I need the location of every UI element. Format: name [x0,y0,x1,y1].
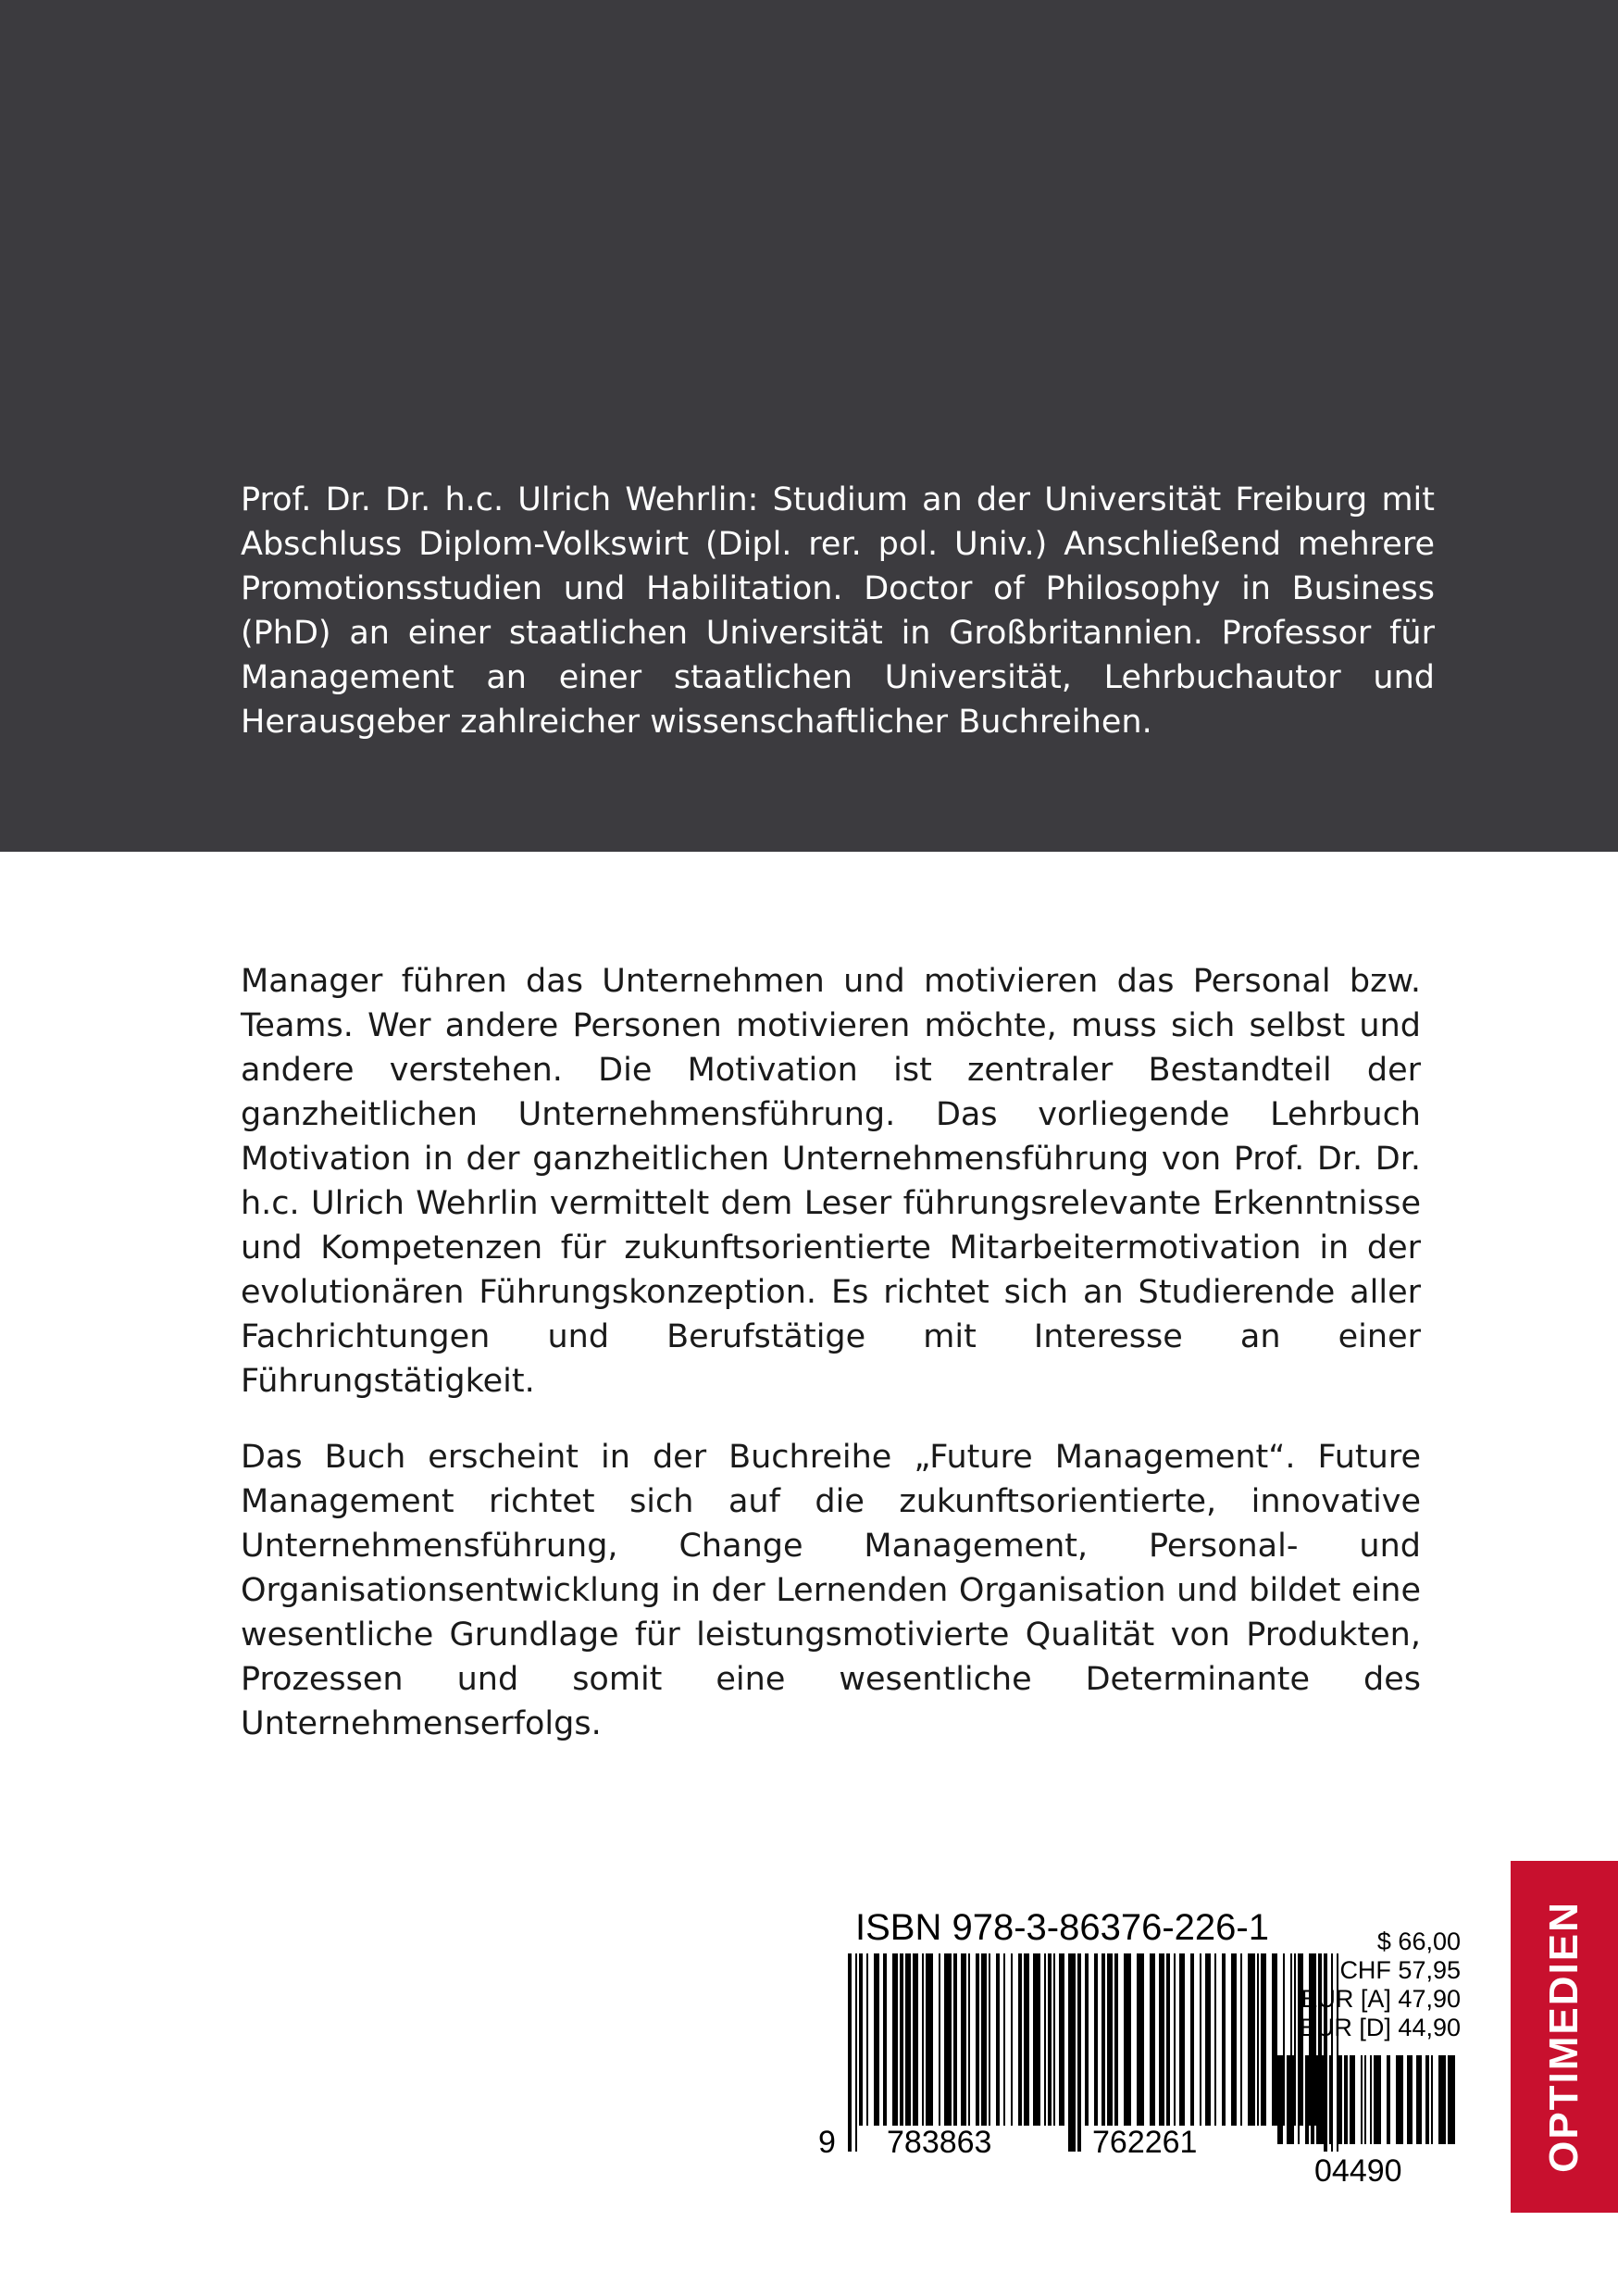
barcode-bar [922,1953,924,2126]
barcode-bar [1387,2055,1390,2144]
barcode-bar [976,1953,979,2126]
barcode-bar [1431,2055,1433,2144]
publisher-logo-tab [1511,1861,1618,2213]
barcode-bar [1311,2055,1314,2144]
barcode-bar [859,1953,863,2126]
barcode-bar [1396,2055,1403,2144]
barcode-bar [1101,1953,1105,2126]
barcode-bar [968,1953,970,2126]
barcode-bar [900,1953,903,2126]
barcode-bar [1361,2055,1363,2144]
barcode-bar [1350,2055,1355,2144]
barcode-bar [1107,1953,1113,2126]
barcode-bar [1438,2055,1446,2144]
barcode-bar [939,1953,940,2126]
barcode-bar [1425,2055,1429,2144]
barcode-bar [1094,1953,1098,2126]
barcode-bar [874,1953,879,2126]
barcode-bar [1448,2055,1455,2144]
barcode-bar [1011,1953,1013,2126]
book-description [241,959,1421,1778]
publisher-name: OPTIMEDIEN [1541,1901,1587,2173]
barcode-bar [1316,2055,1324,2144]
barcode-bar [1214,1953,1216,2126]
barcode-bar [961,1953,966,2126]
barcode-bar [1231,1953,1237,2126]
barcode-bar [1277,2055,1283,2144]
author-bio-band [0,0,1618,852]
barcode-bar [944,1953,952,2126]
isbn-label: ISBN 978-3-86376-226-1 [855,1907,1269,1948]
barcode-bar [883,1953,887,2126]
price-list [1299,1928,1461,2042]
barcode-digit-group-2: 762261 [1089,2126,1201,2159]
addon-barcode [1274,2055,1459,2144]
barcode-bar [1179,1953,1185,2126]
barcode-bar [953,1953,957,2126]
barcode-bar [1374,2055,1381,2144]
barcode-bar [1407,2055,1413,2144]
barcode-bar [1240,1953,1242,2126]
price-eur-d: EUR [D] 44,90 [1299,2014,1461,2041]
barcode-bar [1085,1953,1089,2126]
barcode-digit-first: 9 [815,2126,840,2159]
description-paragraph-1: Manager führen das Unternehmen und motivieren das Personal bzw. Teams. Wer andere Personen motivieren möchte, muss sich selbst und andere verstehen. Die Motivation ist zentraler Bestandteil der ganzheitlichen Unternehmensführung. Das vorliegende Lehrbuch Motivation in der ganzheitlichen Unternehmensführung von Prof. Dr. Dr. h.c. Ulrich Wehrlin vermittelt dem Leser führungsrelevante Erkenntnisse und Kompetenzen für zukunftsorientierte Mitarbeitermotivation in der evolutionären Führungskonzeption. Es richtet sich an Studierende aller Fachrichtungen und Berufstätige mit Interesse an einer Führungstätigkeit. [241,963,1421,1400]
barcode-bar [1329,2055,1331,2144]
barcode-bar [1150,1953,1155,2126]
barcode-bar [1166,1953,1170,2126]
barcode-bar [1190,1953,1194,2126]
barcode-bar [1416,2055,1422,2144]
barcode-bar [1053,1953,1055,2126]
barcode-bar [848,1953,852,2152]
price-chf: CHF 57,95 [1339,1956,1461,1984]
barcode-bar [989,1953,990,2126]
barcode-bar [1370,2055,1372,2144]
barcode-bar [1305,2055,1309,2144]
barcode-bar [1344,2055,1348,2144]
description-paragraph-2: Das Buch erscheint in der Buchreihe „Future Management“. Future Management richtet sich auf die zukunftsorientierte, innovative Unternehmensführung, Change Management, Personal- und Organisationsentwicklung in der Lernenden Organisation und bildet eine wesentliche Grundlage für leistungsmotivierte Qualität von Produkten, Prozessen und somit eine wesentliche Determinante des Unternehmenserfolgs. [241,1439,1421,1742]
barcode-bar [1124,1953,1131,2126]
barcode-bar [1048,1953,1052,2126]
barcode-bar [855,1953,857,2152]
barcode-bar [1174,1953,1176,2126]
barcode-bar [1159,1953,1164,2126]
barcode-bar [1364,2055,1366,2144]
barcode-bar [892,1953,898,2126]
barcode-bar [1024,1953,1029,2126]
barcode-bar [1200,1953,1201,2126]
barcode-bar [1114,1953,1118,2126]
barcode-bar [1298,2055,1300,2144]
price-usd: $ 66,00 [1376,1928,1461,1955]
barcode-area [815,1907,1462,2189]
author-bio-text: Prof. Dr. Dr. h.c. Ulrich Wehrlin: Studium an der Universität Freiburg mit Abschluss Diplom-Volkswirt (Dipl. rer. pol. Univ.) Anschließend mehrere Promotionsstudien und Habilitation. Doctor of Philosophy in Business (PhD) an einer staatlichen Universität in Großbritannien. Professor für Management an einer staatlichen Universität, Lehrbuchautor und Herausgeber zahlreicher wissenschaftlicher Buchreihen. [241,481,1435,741]
barcode-bar [913,1953,918,2126]
barcode-bar [1044,1953,1046,2126]
barcode-bar [1068,1953,1076,2152]
barcode-bar [1337,2055,1342,2144]
barcode-bar [1287,2055,1294,2144]
barcode-bar [1077,1953,1081,2152]
barcode-bar [996,1953,1000,2126]
barcode-bar [1033,1953,1040,2126]
barcode-bar [1137,1953,1144,2126]
barcode-bar [905,1953,911,2126]
barcode-bar [1222,1953,1226,2126]
barcode-bar [1059,1953,1064,2126]
barcode-bar [866,1953,868,2126]
barcode-bar [926,1953,933,2126]
barcode-digit-group-1: 783863 [883,2126,995,2159]
price-eur-a: EUR [A] 47,90 [1301,1985,1461,2013]
barcode-bar [981,1953,987,2126]
barcode-bar [1205,1953,1211,2126]
barcode-bar [1018,1953,1022,2126]
barcode-bar [1003,1953,1005,2126]
barcode-addon-digits: 04490 [1314,2153,1402,2189]
